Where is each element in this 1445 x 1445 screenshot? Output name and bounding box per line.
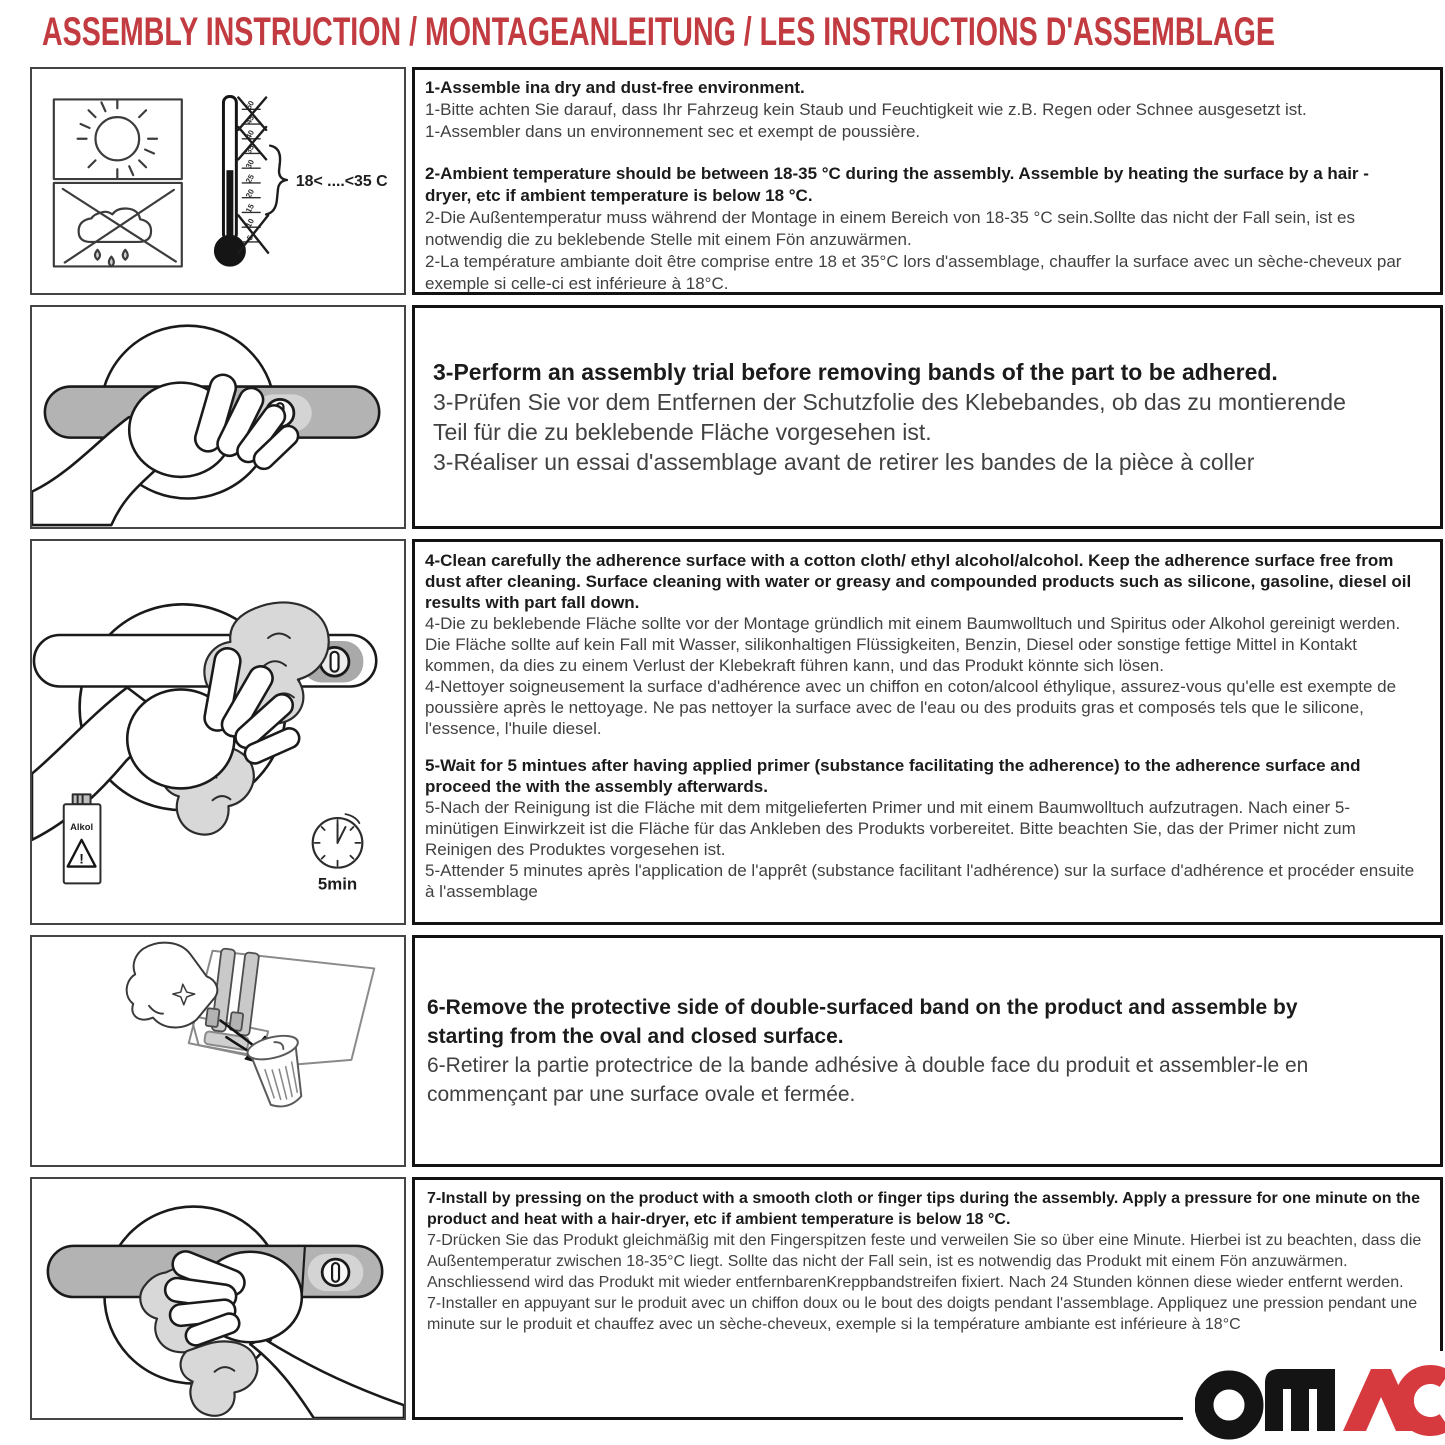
instruction-7-de: 7-Drücken Sie das Produkt gleichmäßig mit den Fingerspitzen feste und verweilen Sie so über eine Minute. Hierbei ist zu beachten, dass die Außentemperatur zwischen 18-35°C liegt. Sollte das nicht der Fall sein, ist es notwendig das Produkt mit einem Fön anzuwärmen. Anschliessend wird das Produkt mit wieder entfernbarenKreppbandstreifen fixiert. Nach 24 Stunden können diese wieder entfernt werden.: [427, 1232, 1422, 1291]
svg-text:25: 25: [243, 172, 257, 185]
logo-letter-c: [1404, 1375, 1445, 1427]
svg-text:10: 10: [243, 217, 257, 230]
clock-icon: [313, 814, 363, 893]
thermometer-icon: [215, 97, 245, 266]
instruction-1-fr: 1-Assembler dans un environnement sec et exempt de poussière.: [425, 122, 921, 141]
instruction-6-fr: 6-Retirer la partie protectrice de la bande adhésive à double face du produit et assembler-le en commençant par une surface ovale et fermée.: [427, 1054, 1309, 1106]
instruction-2-de: 2-Die Außentemperatur muss während der Montage in einem Bereich von 18-35 °C sein.Sollte das nicht der Fall sein, ist es notwendig die zu beklebende Stelle mit einem Fön anzuwärmen.: [425, 208, 1355, 249]
cleaning-drawing: [32, 541, 404, 923]
panel-cleaning: [0, 539, 1445, 925]
environment-illustration: [30, 67, 406, 295]
page-title: ASSEMBLY INSTRUCTION / MONTAGEANLEITUNG / LES INSTRUCTIONS D'ASSEMBLAGE: [42, 10, 1275, 54]
panel-trial-text: [412, 305, 1443, 529]
panel-environment: [0, 67, 1445, 295]
press-drawing: [32, 1179, 404, 1418]
instruction-7-en: 7-Install by pressing on the product with a smooth cloth or finger tips during the assembly. Apply a pressure for one minute on the product and heat with a hair-dryer, etc if ambient temperature is below 18 °C.: [427, 1190, 1420, 1228]
instruction-1-en: 1-Assemble ina dry and dust-free environment.: [425, 78, 805, 97]
cleaning-illustration: [30, 539, 406, 925]
sun-icon: [78, 99, 157, 178]
trial-illustration: [30, 305, 406, 529]
svg-text:50: 50: [243, 99, 257, 112]
instruction-3-en: 3-Perform an assembly trial before removing bands of the part to be adhered.: [433, 359, 1278, 385]
instruction-5-en: 5-Wait for 5 mintues after having applied primer (substance facilitating the adherence) to the adherence surface and proceed the with the assembly afterwards.: [425, 756, 1361, 796]
instruction-4-fr: 4-Nettoyer soigneusement la surface d'adhérence avec un chiffon en coton/alcool éthylique, assurez-vous qu'elle est exempte de poussière après le nettoyage. Ne pas nettoyer la surface avec de l'eau ou des produits gras et composés tels que le silicone, l'essence, l'huile diesel.: [425, 677, 1397, 738]
svg-text:35: 35: [243, 143, 257, 156]
instruction-4-en: 4-Clean carefully the adherence surface with a cotton cloth/ ethyl alcohol/alcohol. Keep the adherence surface free from dust after cleaning. Surface cleaning with water or greasy and compounded products such as silicone, gasoline, diesel oil results with part fall down.: [425, 551, 1412, 612]
svg-text:5: 5: [244, 233, 256, 242]
instruction-7-fr: 7-Installer en appuyant sur le produit avec un chiffon doux ou le bout des doigts pendant l'assemblage. Appliquez une pression pendant une minute sur le produit et chauffez avec un sèche-cheveux, exemple si la température ambiante est inférieure à 18°C: [427, 1295, 1418, 1333]
instruction-3-de: 3-Prüfen Sie vor dem Entfernen der Schutzfolie des Klebebandes, ob das zu montierende Teil für die zu beklebende Fläche vorgesehen ist.: [433, 389, 1346, 445]
svg-text:20: 20: [243, 187, 257, 200]
alcohol-bottle-icon: [64, 794, 101, 883]
panel-band-text: [412, 935, 1443, 1167]
peeling-hand-icon: [127, 943, 218, 1028]
panel-band: [0, 935, 1445, 1167]
svg-text:15: 15: [243, 202, 257, 215]
trash-can-icon: [245, 1031, 312, 1111]
logo-letter-o: [1204, 1380, 1254, 1430]
sun-box: [54, 99, 182, 179]
no-rain-icon: [63, 189, 176, 267]
environment-drawing: [32, 69, 404, 293]
instruction-1-de: 1-Bitte achten Sie darauf, dass Ihr Fahrzeug kein Staub und Feuchtigkeit wie z.B. Regen oder Schnee ausgesetzt ist.: [425, 100, 1307, 119]
instruction-6-en: 6-Remove the protective side of double-surfaced band on the product and assemble by starting from the oval and closed surface.: [427, 996, 1298, 1048]
instruction-3-fr: 3-Réaliser un essai d'assemblage avant de retirer les bandes de la pièce à coller: [433, 449, 1255, 475]
keyhole-icon: [322, 1259, 349, 1286]
instruction-2-en: 2-Ambient temperature should be between 18-35 °C during the assembly. Assemble by heating the surface by a hair -dryer, etc if ambient temperature is below 18 °C.: [425, 164, 1369, 205]
panel-cleaning-text: [412, 539, 1443, 925]
range-brace: [266, 146, 287, 215]
panel-trial: [0, 305, 1445, 529]
instruction-5-fr: 5-Attender 5 minutes après l'application de l'apprêt (substance facilitant l'adhérence) sur la surface d'adhérence et procéder ensuite à l'assemblage: [425, 861, 1415, 901]
clock-label: 5min: [317, 874, 358, 894]
press-illustration: [30, 1177, 406, 1420]
band-drawing: [32, 937, 404, 1165]
trial-drawing: [32, 307, 404, 527]
panel-environment-text: [412, 67, 1443, 295]
band-illustration: [30, 935, 406, 1167]
alcohol-label: Alkol: [70, 820, 94, 832]
svg-text:30: 30: [243, 158, 257, 171]
svg-text:40: 40: [243, 128, 257, 141]
instruction-5-de: 5-Nach der Reinigung ist die Fläche mit dem mitgelieferten Primer und mit einem Baumwolltuch aufzutragen. Nach einer 5-minütigen Einwirkzeit ist die Fläche für das Ankleben des Produkts vorbereitet. Bitte beachten Sie, das der Primer nicht zum Reinigen des Produktes vorgesehen ist.: [425, 798, 1356, 859]
logo-letter-m: [1265, 1369, 1335, 1431]
warning-mark: !: [79, 850, 84, 867]
instruction-4-de: 4-Die zu beklebende Fläche sollte vor der Montage gründlich mit einem Baumwolltuch und Spiritus oder Alkohol gereinigt werden. Die Fläche sollte auf kein Fall mit Wasser, silikonhaltigen Flüssigkeiten, Benzin, Diesel oder sonstige fettige Mittel in Kontakt kommen, da dies zu einem Verlust der Klebekraft führen kann, und das Produkt könnte sich lösen.: [425, 614, 1401, 675]
svg-text:45: 45: [243, 113, 257, 126]
omac-logo-mark: [1195, 1359, 1445, 1445]
instruction-2-fr: 2-La température ambiante doit être comprise entre 18 et 35°C lors d'assemblage, chauffer la surface avec un sèche-cheveux par exemple si celle-ci est inférieure à 18°C.: [425, 252, 1402, 293]
temp-range-label: 18< ....<35 C: [295, 172, 388, 190]
omac-logo: [1183, 1351, 1445, 1445]
